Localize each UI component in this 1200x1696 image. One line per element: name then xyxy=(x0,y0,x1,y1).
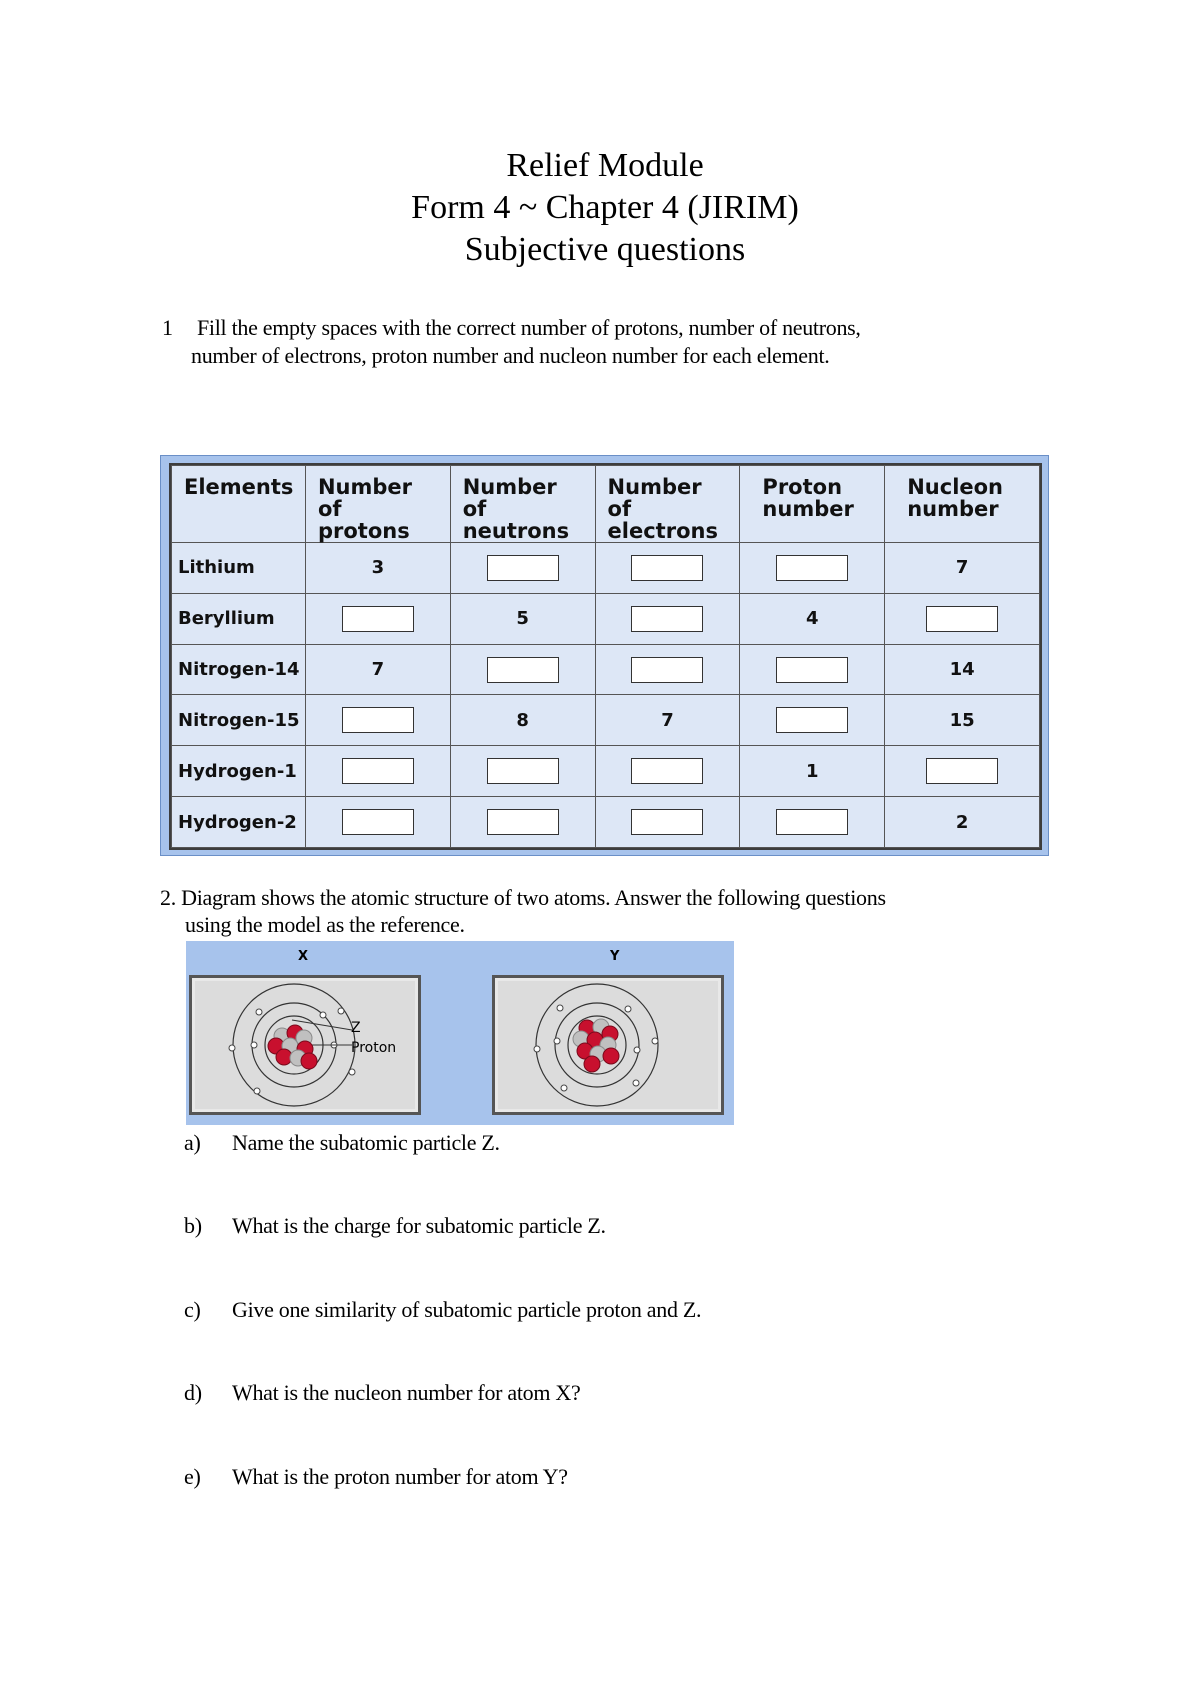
table-row xyxy=(172,746,1040,797)
table-header-3 xyxy=(595,466,740,543)
element-table-frame xyxy=(160,455,1049,856)
element-name: Nitrogen-14 xyxy=(172,644,306,695)
question-1-line-2: number of electrons, proton number and nucleon number for each element. xyxy=(191,343,830,368)
atom-x-panel xyxy=(189,975,421,1115)
blank-cell xyxy=(885,746,1040,797)
table-header-line: Proton xyxy=(762,475,843,499)
atom-y-model xyxy=(495,978,721,1112)
table-row xyxy=(172,543,1040,594)
annotation-proton: Proton xyxy=(351,1040,397,1056)
blank-cell xyxy=(595,593,740,644)
table-body xyxy=(172,543,1040,848)
subquestion-letter: b) xyxy=(184,1213,202,1238)
blank-cell xyxy=(450,543,595,594)
answer-box[interactable] xyxy=(631,809,703,835)
answer-box[interactable] xyxy=(487,657,559,683)
annotation-z: Z xyxy=(351,1020,361,1036)
blank-cell xyxy=(450,644,595,695)
title-line-2: Form 4 ~ Chapter 4 (JIRIM) xyxy=(411,189,799,226)
table-header-line: Nucleon xyxy=(907,475,1004,499)
subquestion-text: What is the proton number for atom Y? xyxy=(232,1464,568,1489)
blank-cell xyxy=(450,797,595,848)
document-title xyxy=(0,145,1200,271)
subquestion-text: Name the subatomic particle Z. xyxy=(232,1130,500,1155)
table-header-1 xyxy=(305,466,450,543)
atom-y-panel xyxy=(492,975,724,1115)
blank-cell xyxy=(740,797,885,848)
title-line-3: Subjective questions xyxy=(464,231,746,268)
value-cell: 8 xyxy=(450,695,595,746)
table-header-line: number xyxy=(762,497,854,521)
answer-box[interactable] xyxy=(631,606,703,632)
atom-y-nucleus xyxy=(573,1019,619,1072)
table-header-line: Elements xyxy=(184,475,294,499)
question-1-line-1: Fill the empty spaces with the correct number of protons, number of neutrons, xyxy=(197,315,861,340)
element-name: Hydrogen-1 xyxy=(172,746,306,797)
element-table xyxy=(171,465,1040,848)
answer-box[interactable] xyxy=(926,758,998,784)
question-2-line-1: 2. Diagram shows the atomic structure of two atoms. Answer the following questions xyxy=(160,885,886,910)
value-cell: 1 xyxy=(740,746,885,797)
table-header-line: neutrons xyxy=(462,519,570,543)
element-name: Hydrogen-2 xyxy=(172,797,306,848)
answer-box[interactable] xyxy=(776,707,848,733)
blank-cell xyxy=(740,543,885,594)
table-header-line: protons xyxy=(317,519,410,543)
value-cell: 2 xyxy=(885,797,1040,848)
question-1-number: 1 xyxy=(162,315,173,340)
element-table-inner xyxy=(169,463,1042,850)
answer-box[interactable] xyxy=(342,707,414,733)
table-row xyxy=(172,644,1040,695)
blank-cell xyxy=(595,644,740,695)
element-name: Nitrogen-15 xyxy=(172,695,306,746)
element-name: Beryllium xyxy=(172,593,306,644)
blank-cell xyxy=(740,695,885,746)
table-row xyxy=(172,695,1040,746)
answer-box[interactable] xyxy=(631,555,703,581)
value-cell: 15 xyxy=(885,695,1040,746)
blank-cell xyxy=(305,797,450,848)
blank-cell xyxy=(305,695,450,746)
answer-box[interactable] xyxy=(631,657,703,683)
answer-box[interactable] xyxy=(342,809,414,835)
subquestion-letter: d) xyxy=(184,1380,202,1405)
table-header-line: Number of xyxy=(317,475,413,521)
blank-cell xyxy=(305,593,450,644)
value-cell: 3 xyxy=(305,543,450,594)
blank-cell xyxy=(305,746,450,797)
answer-box[interactable] xyxy=(631,758,703,784)
blank-cell xyxy=(740,644,885,695)
subquestion-letter: c) xyxy=(184,1297,201,1322)
element-name: Lithium xyxy=(172,543,306,594)
value-cell: 7 xyxy=(595,695,740,746)
answer-box[interactable] xyxy=(342,606,414,632)
value-cell: 7 xyxy=(305,644,450,695)
subquestion-text: Give one similarity of subatomic particle proton and Z. xyxy=(232,1297,702,1322)
blank-cell xyxy=(450,746,595,797)
answer-box[interactable] xyxy=(926,606,998,632)
subquestion-letter: a) xyxy=(184,1130,201,1155)
question-2-line-2: using the model as the reference. xyxy=(185,912,465,937)
answer-box[interactable] xyxy=(487,555,559,581)
atom-y-label: Y xyxy=(610,949,620,964)
value-cell: 4 xyxy=(740,593,885,644)
table-row xyxy=(172,593,1040,644)
answer-box[interactable] xyxy=(342,758,414,784)
answer-box[interactable] xyxy=(776,555,848,581)
table-header-5 xyxy=(885,466,1040,543)
value-cell: 14 xyxy=(885,644,1040,695)
atomic-structure-diagram xyxy=(186,941,734,1125)
table-header-line: Number of xyxy=(462,475,557,521)
blank-cell xyxy=(595,797,740,848)
atom-x-nucleus xyxy=(268,1025,317,1069)
table-header-2 xyxy=(450,466,595,543)
blank-cell xyxy=(595,746,740,797)
answer-box[interactable] xyxy=(776,657,848,683)
table-header-line: electrons xyxy=(607,519,718,543)
table-header-0 xyxy=(172,466,306,543)
subquestion-text: What is the nucleon number for atom X? xyxy=(232,1380,581,1405)
atom-x-label: X xyxy=(298,949,309,964)
answer-box[interactable] xyxy=(487,809,559,835)
value-cell: 7 xyxy=(885,543,1040,594)
answer-box[interactable] xyxy=(776,809,848,835)
blank-cell xyxy=(885,593,1040,644)
table-header-row xyxy=(172,466,1040,543)
table-row xyxy=(172,797,1040,848)
table-header-line: Number of xyxy=(607,475,702,521)
value-cell: 5 xyxy=(450,593,595,644)
table-header-4 xyxy=(740,466,885,543)
table-header-line: number xyxy=(907,497,999,521)
blank-cell xyxy=(595,543,740,594)
subquestion-letter: e) xyxy=(184,1464,201,1489)
title-line-1: Relief Module xyxy=(506,147,704,184)
answer-box[interactable] xyxy=(487,758,559,784)
subquestion-text: What is the charge for subatomic particle Z. xyxy=(232,1213,606,1238)
